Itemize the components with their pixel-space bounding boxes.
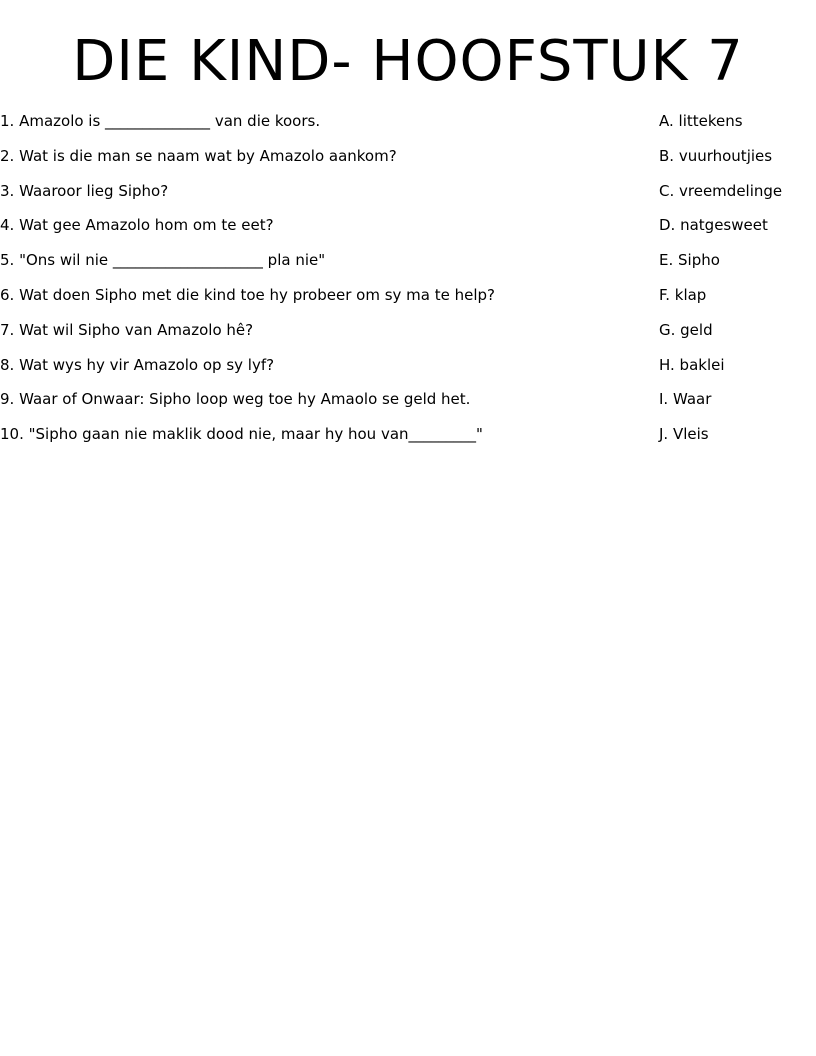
answer-item: J. Vleis (659, 425, 709, 444)
answer-item: D. natgesweet (659, 216, 768, 235)
question-item: 5. "Ons wil nie ____________________ pla nie" (0, 251, 326, 270)
answer-item: E. Sipho (659, 251, 720, 270)
question-item: 7. Wat wil Sipho van Amazolo hê? (0, 320, 254, 339)
question-item: 4. Wat gee Amazolo hom om te eet? (0, 216, 274, 235)
page-title: DIE KIND- HOOFSTUK 7 (72, 29, 744, 94)
question-item: 8. Wat wys hy vir Amazolo op sy lyf? (0, 355, 275, 374)
answer-item: A. littekens (659, 112, 743, 130)
question-item: 2. Wat is die man se naam wat by Amazolo aankom? (0, 146, 397, 165)
answer-item: C. vreemdelinge (659, 181, 783, 200)
answer-list (659, 110, 816, 458)
answer-item: G. geld (659, 320, 713, 339)
question-item: 3. Waaroor lieg Sipho? (0, 181, 169, 200)
question-item: 6. Wat doen Sipho met die kind toe hy probeer om sy ma te help? (0, 285, 495, 304)
answer-item: H. baklei (659, 355, 725, 374)
question-item: 10. "Sipho gaan nie maklik dood nie, maar hy hou van_________" (0, 425, 483, 444)
question-item: 9. Waar of Onwaar: Sipho loop weg toe hy Amaolo se geld het. (0, 390, 471, 409)
answer-item: B. vuurhoutjies (659, 146, 773, 165)
question-item: 1. Amazolo is ______________ van die koors. (0, 112, 321, 130)
answer-item: I. Waar (659, 390, 712, 409)
answer-item: F. klap (659, 285, 707, 304)
question-list (0, 110, 640, 458)
